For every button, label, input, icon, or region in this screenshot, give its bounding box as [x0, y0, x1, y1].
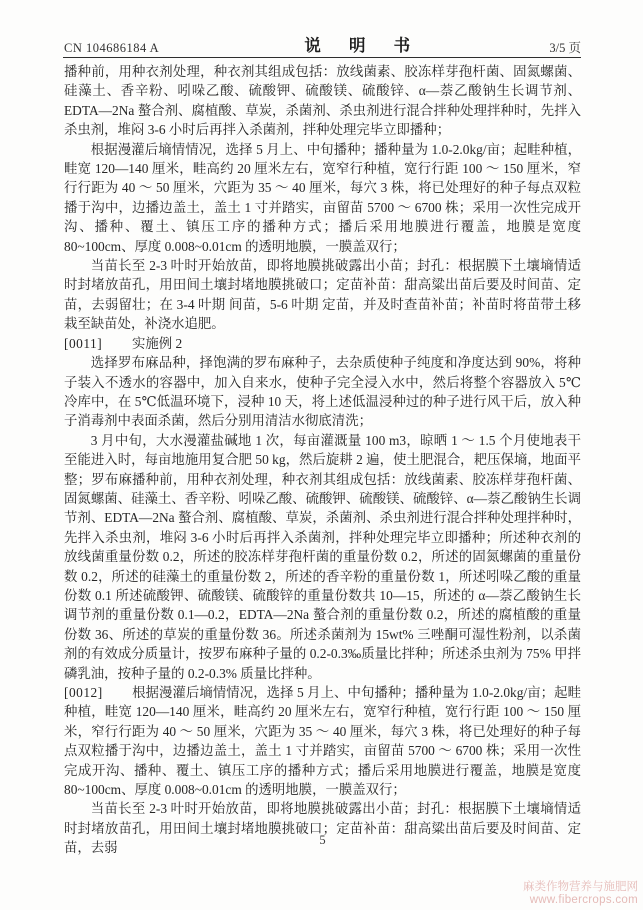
watermark — [523, 881, 638, 906]
watermark-site-url: www.fibercrops.com — [529, 893, 638, 906]
paragraph-text: 播种前，用种衣剂处理，种衣剂其组成包括：放线菌素、胶冻样芽孢杆菌、固氮螺菌、硅藻土、香辛粉、吲哚乙酸、硫酸钾、硫酸镁、硫酸锌、α—萘乙酸钠生长调节剂、EDTA—2Na 螯合剂、腐植酸、草炭，杀菌剂、杀虫剂进行混合拌种处理拌种时，先拌入杀虫剂，堆闷 3-6 小时后再拌入杀菌剂，拌种处理完毕立即播种； — [64, 64, 581, 138]
page-header — [64, 37, 581, 56]
paragraph-continuation — [64, 62, 581, 140]
paragraph-text: 选择罗布麻品种，择饱满的罗布麻种子，去杂质使种子纯度和净度达到 90%，将种子装入不透水的容器中，加入自来水，使种子完全浸入水中，然后将整个容器放入 5℃冷库中，在 5℃低温环境下，浸种 10 天，将上述低温浸种过的种子进行风干后，放入种子消毒剂中表面杀菌，然后分别用清洁水彻底清洗； — [64, 355, 581, 429]
page-indicator: 3/5 页 — [549, 41, 581, 55]
paragraph-text: 根据漫灌后墒情情况，选择 5 月上、中旬播种；播种量为 1.0-2.0kg/亩；起畦种植，畦宽 120—140 厘米，畦高约 20 厘米左右，宽窄行种植，宽行行距 100 ～ 150 厘米，窄行行距为 40 ～ 50 厘米，穴距为 35 ～ 40 厘米，每穴 3 株，将已处理好的种子每点双粒播于沟中，边播边盖土，盖土 1 寸并踏实，亩留苗 5700 ～ 6700 株；采用一次性完成开沟、播种、覆土、镇压工序的播种方式；播后采用地膜进行覆盖，地膜是宽度 80~100cm、厚度 0.008~0.01cm 的透明地膜，一膜盖双行； — [64, 685, 581, 798]
document-title: 说 明 书 — [304, 36, 423, 55]
page-number: 5 — [319, 833, 326, 847]
paragraph-0012 — [64, 683, 581, 799]
paragraph-sowing — [64, 140, 581, 256]
patent-number: CN 104686184 A — [64, 41, 160, 55]
paragraph-marker-0011: [0011] — [64, 335, 103, 351]
paragraph-seedling-repeat — [64, 799, 581, 857]
paragraph-marker-0012: [0012] — [64, 685, 103, 700]
paragraph-text: 根据漫灌后墒情情况，选择 5 月上、中旬播种；播种量为 1.0-2.0kg/亩；起畦种植，畦宽 120—140 厘米，畦高约 20 厘米左右，宽窄行种植，宽行行距 100 ～ 150 厘米，窄行行距为 40 ～ 50 厘米，穴距为 35 ～ 40 厘米，每穴 3 株，将已处理好的种子每点双粒播于沟中，边播边盖土，盖土 1 寸并踏实，亩留苗 5700 ～ 6700 株；采用一次性完成开沟、播种、覆土、镇压工序的播种方式；播后采用地膜进行覆盖，地膜是宽度 80~100cm、厚度 0.008~0.01cm 的透明地膜，一膜盖双行； — [64, 141, 581, 254]
paragraph-0011-heading — [64, 334, 581, 353]
watermark-site-name: 麻类作物营养与施肥网 — [523, 881, 638, 893]
paragraph-seed-selection — [64, 353, 581, 431]
paragraph-seedling — [64, 256, 581, 334]
paragraph-field-preparation — [64, 431, 581, 683]
paragraph-text: 当苗长至 2-3 叶时开始放苗，即将地膜挑破露出小苗；封孔：根据膜下土壤墒情适时封堵放苗孔，用田间土壤封堵地膜挑破口；定苗补苗：甜高粱出苗后要及时间苗、定苗，去弱留壮；在 3-4 叶期 间苗，5-6 叶期 定苗，并及时查苗补苗；补苗时将苗带土移栽至缺苗处，补浇水追肥。 — [64, 258, 581, 332]
embodiment-2-title: 实施例 2 — [132, 335, 183, 351]
specification-body — [64, 62, 581, 858]
paragraph-text: 3 月中旬，大水漫灌盐碱地 1 次，每亩灌溉量 100 m3，晾晒 1 ～ 1.5 个月使地表干至能进入时，每亩地施用复合肥 50 kg，然后旋耕 2 遍，使土肥混合，耙压保墒，地面平整；罗布麻播种前，用种衣剂处理，种衣剂其组成包括：放线菌素、胶冻样芽孢杆菌、固氮螺菌、硅藻土、香辛粉、吲哚乙酸、硫酸钾、硫酸镁、硫酸锌、α—萘乙酸钠生长调节剂、EDTA—2Na 螯合剂、腐植酸、草炭，杀菌剂、杀虫剂进行混合拌种处理拌种时，先拌入杀虫剂，堆闷 3-6 小时后再拌入杀菌剂，拌种处理完毕立即播种；所述种衣剂的放线菌重量份数 0.2，所述的胶冻样芽孢杆菌的重量份数 0.2，所述的固氮螺菌的重量份数 0.2，所述的硅藻土的重量份数 2，所述的香辛粉的重量份数 1，所述吲哚乙酸的重量份数 0.1 所述硫酸钾、硫酸镁、硫酸锌的重量份数共 10—15，所述的 α—萘乙酸钠生长调节剂的重量份数 0.1—0.2，EDTA—2Na 螯合剂的重量份数 0.2，所述的腐植酸的重量份数 36、所述的草炭的重量份数 36。所述杀菌剂为 15wt% 三唑酮可湿性粉剂，以杀菌剂的有效成分质量计，按罗布麻种子量的 0.2-0.3‰质量比拌种；所述杀虫剂为 75% 甲拌磷乳油，按种子量的 0.2-0.3% 质量比拌种。 — [64, 432, 581, 681]
header-divider — [63, 57, 581, 58]
paragraph-text: 当苗长至 2-3 叶时开始放苗，即将地膜挑破露出小苗；封孔：根据膜下土壤墒情适时封堵放苗孔，用田间土壤封堵地膜挑破口；定苗补苗：甜高粱出苗后要及时间苗、定苗，去弱 — [64, 801, 581, 856]
